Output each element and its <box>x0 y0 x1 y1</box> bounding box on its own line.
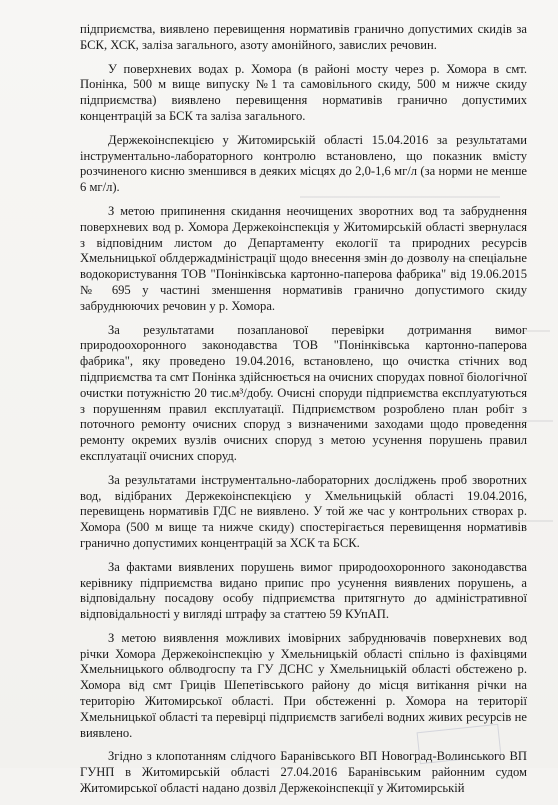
document-body <box>80 22 527 805</box>
paragraph-1: підприємства, виявлено перевищення нормативів гранично допустимих скидів за БСК, ХСК, заліза загального, азоту амонійного, завислих речовин. <box>80 22 527 52</box>
paragraph-7: За фактами виявлених порушень вимог природоохоронного законодавства керівнику підприємства видано припис про усунення виявлених порушень, а відповідальну посадову особу підприємства притягнуто до адміністративної відповідальності у вигляді штрафу за статтею 59 КУпАП. <box>80 559 527 622</box>
paragraph-5: За результатами позапланової перевірки дотримання вимог природоохоронного законодавства ТОВ "Понінківська картонно-паперова фабрика", яку проведено 19.04.2016, встановлено, що очистка стічних вод підприємства та смт Понінка здійснюється на очисних спорудах повної біологічної очистки потужністю 20 тис.м³/добу. Очисні споруди підприємства експлуатуються з порушенням правил експлуатації. Підприємством розроблено план робіт з поточного ремонту очисних споруд з визначеними заходами щодо проведення ремонту окремих вузлів очисних споруд з метою усунення порушень правил експлуатації очисних споруд. <box>80 322 527 463</box>
paragraph-4: З метою припинення скидання неочищених зворотних вод та забруднення поверхневих вод р. Хомора Держекоінспекція у Житомирській області звернулася з відповідним листом до Департаменту екології та природних ресурсів Хмельницької облдержадміністрації щодо внесення змін до дозволу на спеціальне водокористування ТОВ "Понінківська картонно-паперова фабрика" від 19.06.2015 № 695 у частині зменшення нормативів гранично допустимого скиду забруднюючих речовин у р. Хомора. <box>80 203 527 313</box>
paragraph-9: Згідно з клопотанням слідчого Баранівського ВП Новоград-Волинського ВП ГУНП в Житомирській області 27.04.2016 Баранівським районним судом Житомирської області надано дозвіл Держекоінспекції у Житомирській <box>80 749 527 796</box>
paragraph-6: За результатами інструментально-лабораторних досліджень проб зворотних вод, відібраних Держекоінспекцією у Хмельницькій області 19.04.2016, перевищень нормативів ГДС не виявлено. У той же час у контрольних створах р. Хомора (500 м вище та нижче скиду) спостерігається перевищення нормативів гранично допустимих концентрацій за ХСК та БСК. <box>80 472 527 550</box>
paragraph-3: Держекоінспекцією у Житомирській області 15.04.2016 за результатами інструментально-лабораторного контролю встановлено, що показник вмісту розчиненого кисню зменшився в деяких місцях до 2,0-1,6 мг/л (за норми не менше 6 мг/л). <box>80 132 527 195</box>
paragraph-2: У поверхневих водах р. Хомора (в районі мосту через р. Хомора в смт. Понінка, 500 м вище випуску №1 та самовільного скиду, 500 м нижче скиду підприємства) виявлено перевищення нормативів гранично допустимих концентрацій за БСК та заліза загального. <box>80 61 527 123</box>
paragraph-8: З метою виявлення можливих імовірних забруднювачів поверхневих вод річки Хомора Держекоінспекцію у Хмельницькій області спільно із фахівцями Хмельницького облводгоспу та ГУ ДСНС у Хмельницькій області обстежено р. Хомора від смт Гриців Шепетівського району до місця витікання річки на територію Житомирської області. При обстеженні р. Хомора на території Хмельницької області та перевірці підприємств загибелі водних живих ресурсів не виявлено. <box>80 630 527 740</box>
